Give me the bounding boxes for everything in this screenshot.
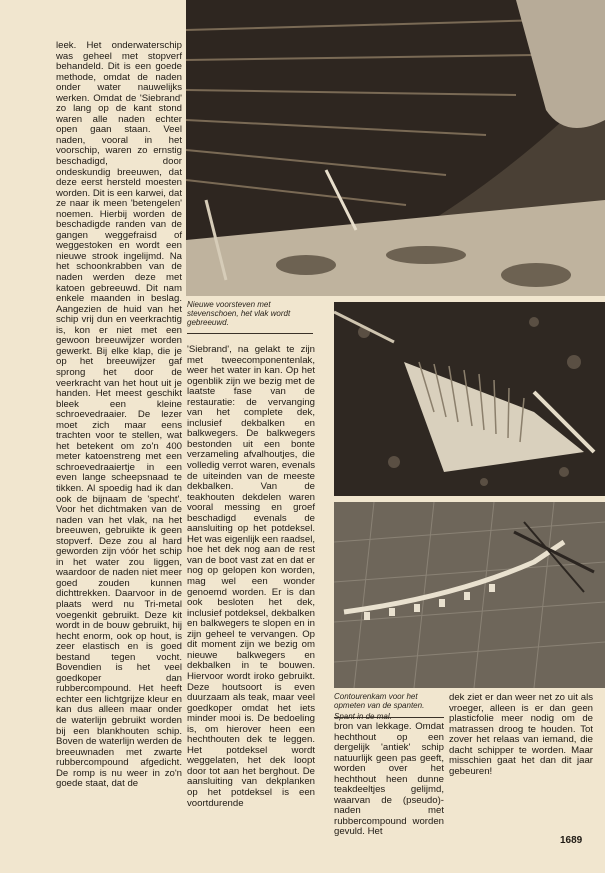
photo-frame-in-mould bbox=[334, 502, 605, 688]
photo-contour-gauge-image bbox=[334, 302, 605, 496]
article-text-left: leek. Het onderwaterschip was geheel met stopverf behandeld. Dit is een goede methode, omdat de naden onder water nauwelijks werken. Omdat de 'Siebrand' zo lang op de kant stond waren alle naden echter open gaan staan. Veel naden, vooral in het voorschip, waren zo ernstig beschadigd, door ondeskundig breeuwen, dat deze eerst hersteld moesten worden. Dit is een karwei, dat ze naar ik meen 'betengelen' noemen. Hierbij worden de beschadigde randen van de gangen weggefraisd of weggestoken en wordt een nieuwe strook ingelijmd. Na het schoonkrabben van de naden werden deze met katoen gebreeuwd. Dit nam enkele maanden in beslag. Aangezien de huid van het schip vrij dun en veerkrachtig is, kon er niet met een gewoon breeuwijzer worden gewerkt. Bij elke klap, die je op het breeuwijzer gaf sprong het door de veerkracht van het hout uit je handen. Het meest geschikt bleek een kleine schroevedraaier. De lezer moet zich maar eens trachten voor te stellen, wat het betekent om zo'n 400 meter katoenstreng met een schroevedraaiertje in een even lange scheepsnaad te tikken. Al spoedig had ik dan ook de bijnaam de 'specht'. Voor het dichtmaken van de naden van het vlak, na het breeuwen, gebruikte ik geen stopverf. Deze zou al hard geworden zijn vóór het schip in het water zou liggen, waardoor de naden niet meer goed zouden kunnen dichttrekken. Daarvoor in de plaats werd nu Tri-metal voegenkit gebruikt. Deze kit wordt in de bouw gebruikt, hij hecht enorm, ook op hout, is zeer elastisch en is goed bestand tegen vocht. Bovendien is het veel goedkoper dan rubbercompound. Het heeft echter een lichtgrijze kleur en kan dus alleen maar onder de waterlijn gebruikt worden bij een blankhouten schip. Boven de waterlijn werden de breeuwnaden met zwarte rubbercompound afgedicht. De romp is nu weer in zo'n goede staat, dat de bbox=[56, 40, 182, 790]
caption-photo-hull-bow: Nieuwe voorsteven met stevenschoen, het vlak wordt gebreeuwd. bbox=[187, 300, 291, 327]
article-text-right: dek ziet er dan weer net zo uit als vroeger, alleen is er dan geen plasticfolie meer nodig om de matrassen droog te houden. Tot zover het relaas van iemand, die dacht schipper te worden. Maar misschien gaat het dan dit jaar gebeuren! bbox=[449, 692, 593, 777]
caption-photo-contour-gauge: Contourenkam voor het opmeten van de spanten. bbox=[334, 692, 425, 710]
caption-photo-frame-in-mould: Spant in de mal. bbox=[334, 712, 392, 721]
article-column-left bbox=[56, 41, 182, 790]
photo-frame-in-mould-image bbox=[334, 502, 605, 688]
photo-hull-bow bbox=[186, 0, 605, 296]
article-text-middle: 'Siebrand', na gelakt te zijn met tweecomponentenlak, weer het water in kan. Op het ogenblik zijn we bezig met de laatste fase van de restauratie: de vervanging van het complete dek, inclusief dekbalken en balkwegers. De balkwegers bestonden uit een bonte verzameling afvalhoutjes, die volledig verrot waren, evenals de uiteinden van de meeste dekbalken. Van de teakhouten dekdelen waren vooral messing en groef beschadigd evenals de aansluiting op het potdeksel. Het was eigenlijk een raadsel, hoe het dek nog aan de rest van de boot vast zat en dat er nog op gelopen kon worden, mag wel een wonder genoemd worden. Er is dan ook besloten het dek, inclusief potdeksel, dekbalken en balkwegers te slopen en in zijn geheel te vervangen. Op dit moment zijn we bezig om nieuwe balkwegers en dekbalken in te bouwen. Hiervoor wordt iroko gebruikt. Deze houtsoort is even duurzaam als teak, maar veel goedkoper omdat het iets minder mooi is. De bedoeling is, om hierover heen een hechthouten dek te leggen. Het potdeksel wordt weggelaten, het dek loopt door tot aan het berghout. De aansluiting van dekplanken op het potdeksel is een voortdurende bbox=[187, 344, 315, 809]
photo-contour-gauge bbox=[334, 302, 605, 496]
article-column-right bbox=[449, 693, 593, 777]
page-number: 1689 bbox=[560, 835, 583, 846]
photo-hull-bow-image bbox=[186, 0, 605, 296]
article-column-middle bbox=[187, 345, 315, 809]
article-text-middle-lower: bron van lekkage. Omdat hechthout op een dergelijk 'antiek' schip natuurlijk geen pas geeft, worden over het hechthout heen dunne teakdeeltjes gelijmd, waarvan de (pseudo)-naden met rubbercompound worden gevuld. Het bbox=[334, 721, 444, 838]
divider-rule bbox=[187, 333, 313, 334]
article-column-middle-lower bbox=[334, 722, 444, 838]
